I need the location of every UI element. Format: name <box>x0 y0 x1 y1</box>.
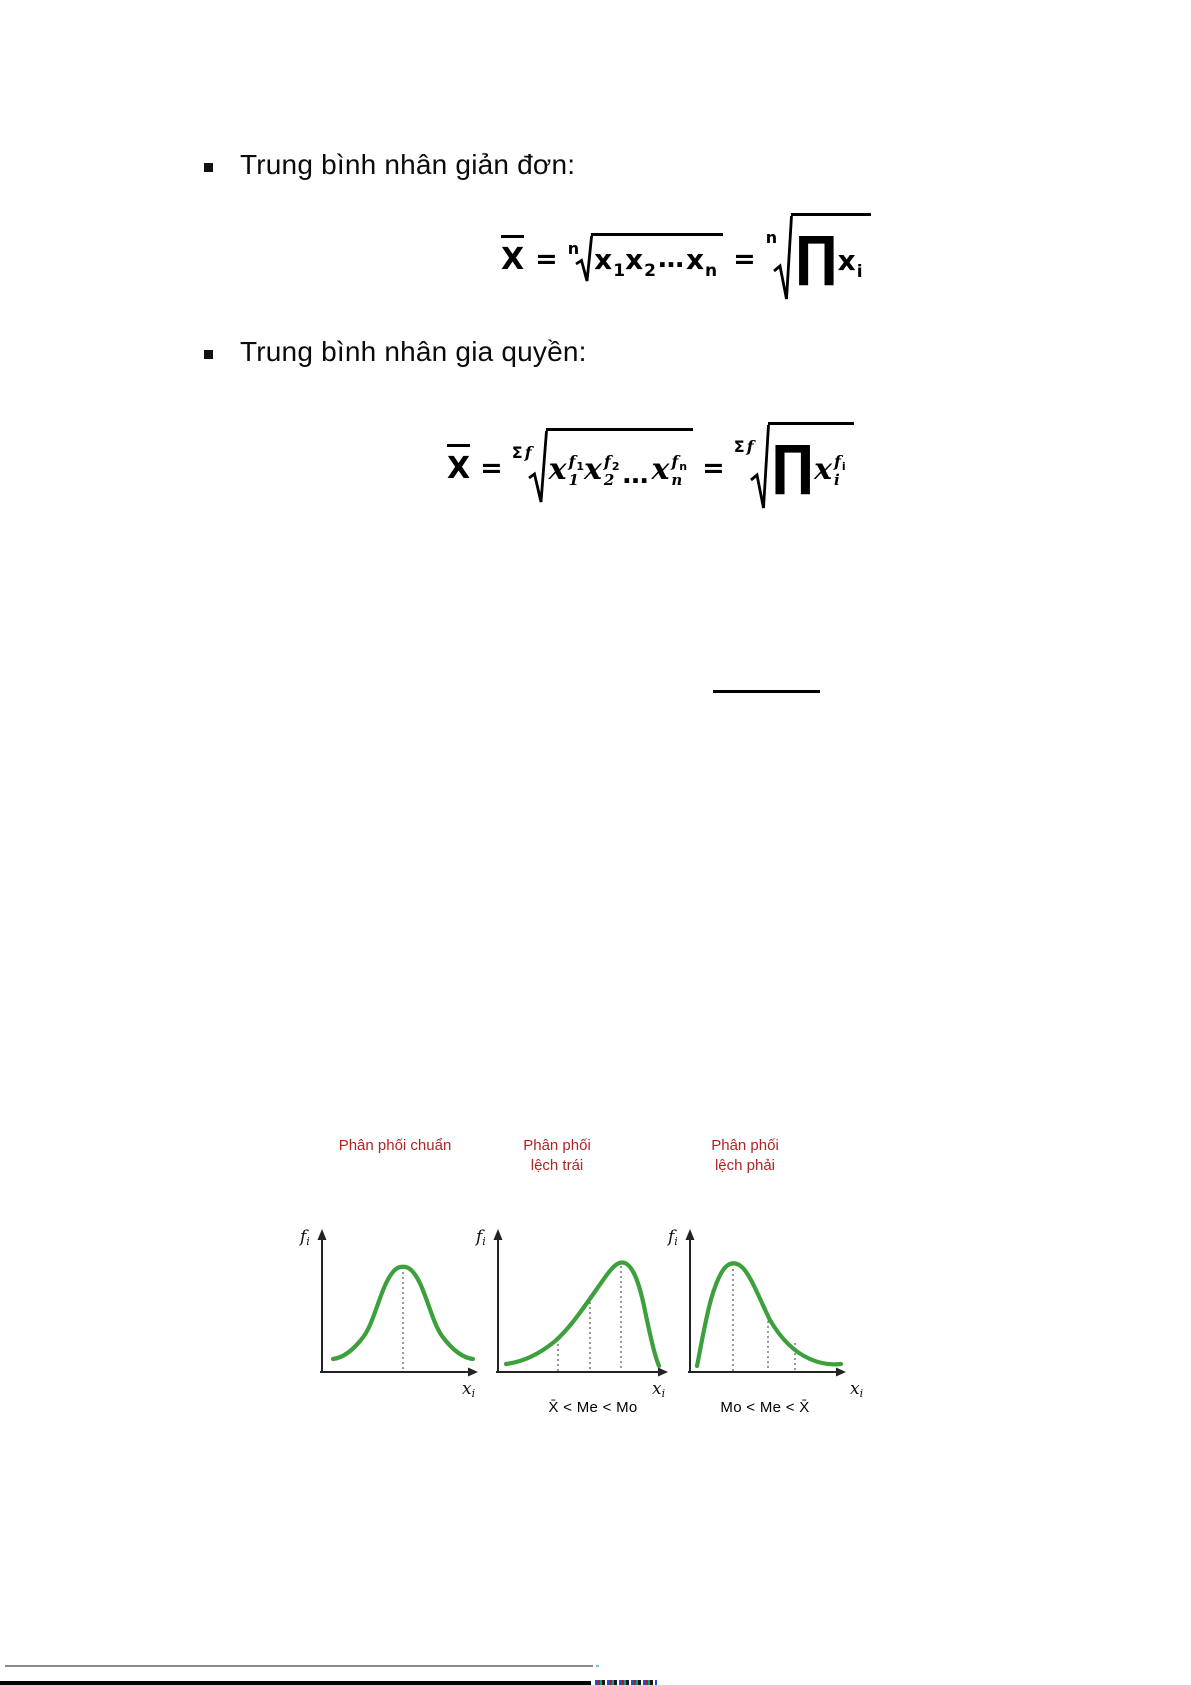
nth-root <box>568 233 723 285</box>
term: x 2 <box>625 243 656 281</box>
sigma-f-root-product <box>734 422 854 514</box>
x-axis-label: xi <box>462 1379 476 1400</box>
ellipsis: … <box>657 244 684 274</box>
product-symbol: ∏ <box>795 225 838 289</box>
term: x f n n <box>651 451 688 489</box>
x-axis-label: xi <box>652 1379 666 1400</box>
term: x f i i <box>814 451 846 489</box>
formula-simple-geometric-mean <box>500 208 871 310</box>
bullet-item-weighted-geometric-mean <box>204 333 587 371</box>
chart-title-left-skew: Phân phối lệch trái <box>523 1137 591 1174</box>
radical-sign-icon <box>528 428 548 508</box>
radicand <box>591 233 723 281</box>
nth-root-product <box>766 213 871 305</box>
caption-right-skew: Mo < Me < X̄ <box>720 1399 810 1416</box>
chart-title-normal: Phân phối chuẩn <box>338 1137 452 1154</box>
arrowhead-icon <box>318 1229 327 1240</box>
footer-tiny-text <box>595 1680 657 1685</box>
divider-line <box>713 690 820 693</box>
bullet-item-simple-geometric-mean <box>204 146 575 184</box>
chart-right-skew <box>666 1227 863 1416</box>
arrowhead-icon <box>686 1229 695 1240</box>
equals-sign: = <box>702 452 725 484</box>
chart-title-right-skew: Phân phối lệch phải <box>711 1137 779 1174</box>
arrowhead-icon <box>836 1368 846 1377</box>
product-symbol: ∏ <box>771 434 815 498</box>
radicand <box>791 213 870 304</box>
caption-left-skew: X̄ < Me < Mo <box>548 1399 638 1416</box>
equals-sign: = <box>733 243 756 275</box>
root-index: Σ f <box>511 443 532 462</box>
root-index: n <box>765 228 778 247</box>
term: x n <box>685 243 718 281</box>
footer-black-bar <box>0 1681 591 1685</box>
arrowhead-icon <box>468 1368 478 1377</box>
equals-sign: = <box>480 452 503 484</box>
radicand <box>768 422 854 513</box>
term: x 1 <box>594 243 626 281</box>
formula-weighted-geometric-mean <box>446 414 854 522</box>
radical-sign-icon <box>773 213 793 305</box>
curve-left-skew <box>506 1263 659 1366</box>
y-axis-label: fi <box>668 1227 678 1248</box>
term: x f 1 1 <box>548 451 585 489</box>
equals-sign: = <box>535 243 558 275</box>
y-axis-label: fi <box>300 1227 310 1248</box>
curve-right-skew <box>697 1263 841 1366</box>
sigma-f-root <box>512 428 693 508</box>
radicand <box>546 428 694 507</box>
y-axis-label: fi <box>476 1227 486 1248</box>
footer-dot <box>596 1665 599 1667</box>
x-bar-symbol: X <box>447 450 471 486</box>
bullet-label: Trung bình nhân giản đơn: <box>240 149 576 180</box>
root-index: n <box>567 239 580 258</box>
chart-normal <box>298 1227 478 1400</box>
x-axis-label: xi <box>850 1379 864 1400</box>
ellipsis: … <box>622 460 649 490</box>
root-index: Σ f <box>733 437 754 456</box>
term: x f 2 2 <box>584 451 620 489</box>
arrowhead-icon <box>658 1368 668 1377</box>
footer-rule <box>5 1665 593 1667</box>
x-bar-symbol: X <box>501 241 525 277</box>
distribution-figure <box>270 1120 910 1420</box>
bullet-square-icon <box>204 350 213 359</box>
chart-left-skew <box>474 1227 668 1416</box>
radical-sign-icon <box>750 422 770 514</box>
distribution-charts-svg <box>270 1120 910 1420</box>
term: x i <box>837 243 863 282</box>
arrowhead-icon <box>494 1229 503 1240</box>
bullet-label: Trung bình nhân gia quyền: <box>240 336 587 367</box>
bullet-square-icon <box>204 163 213 172</box>
